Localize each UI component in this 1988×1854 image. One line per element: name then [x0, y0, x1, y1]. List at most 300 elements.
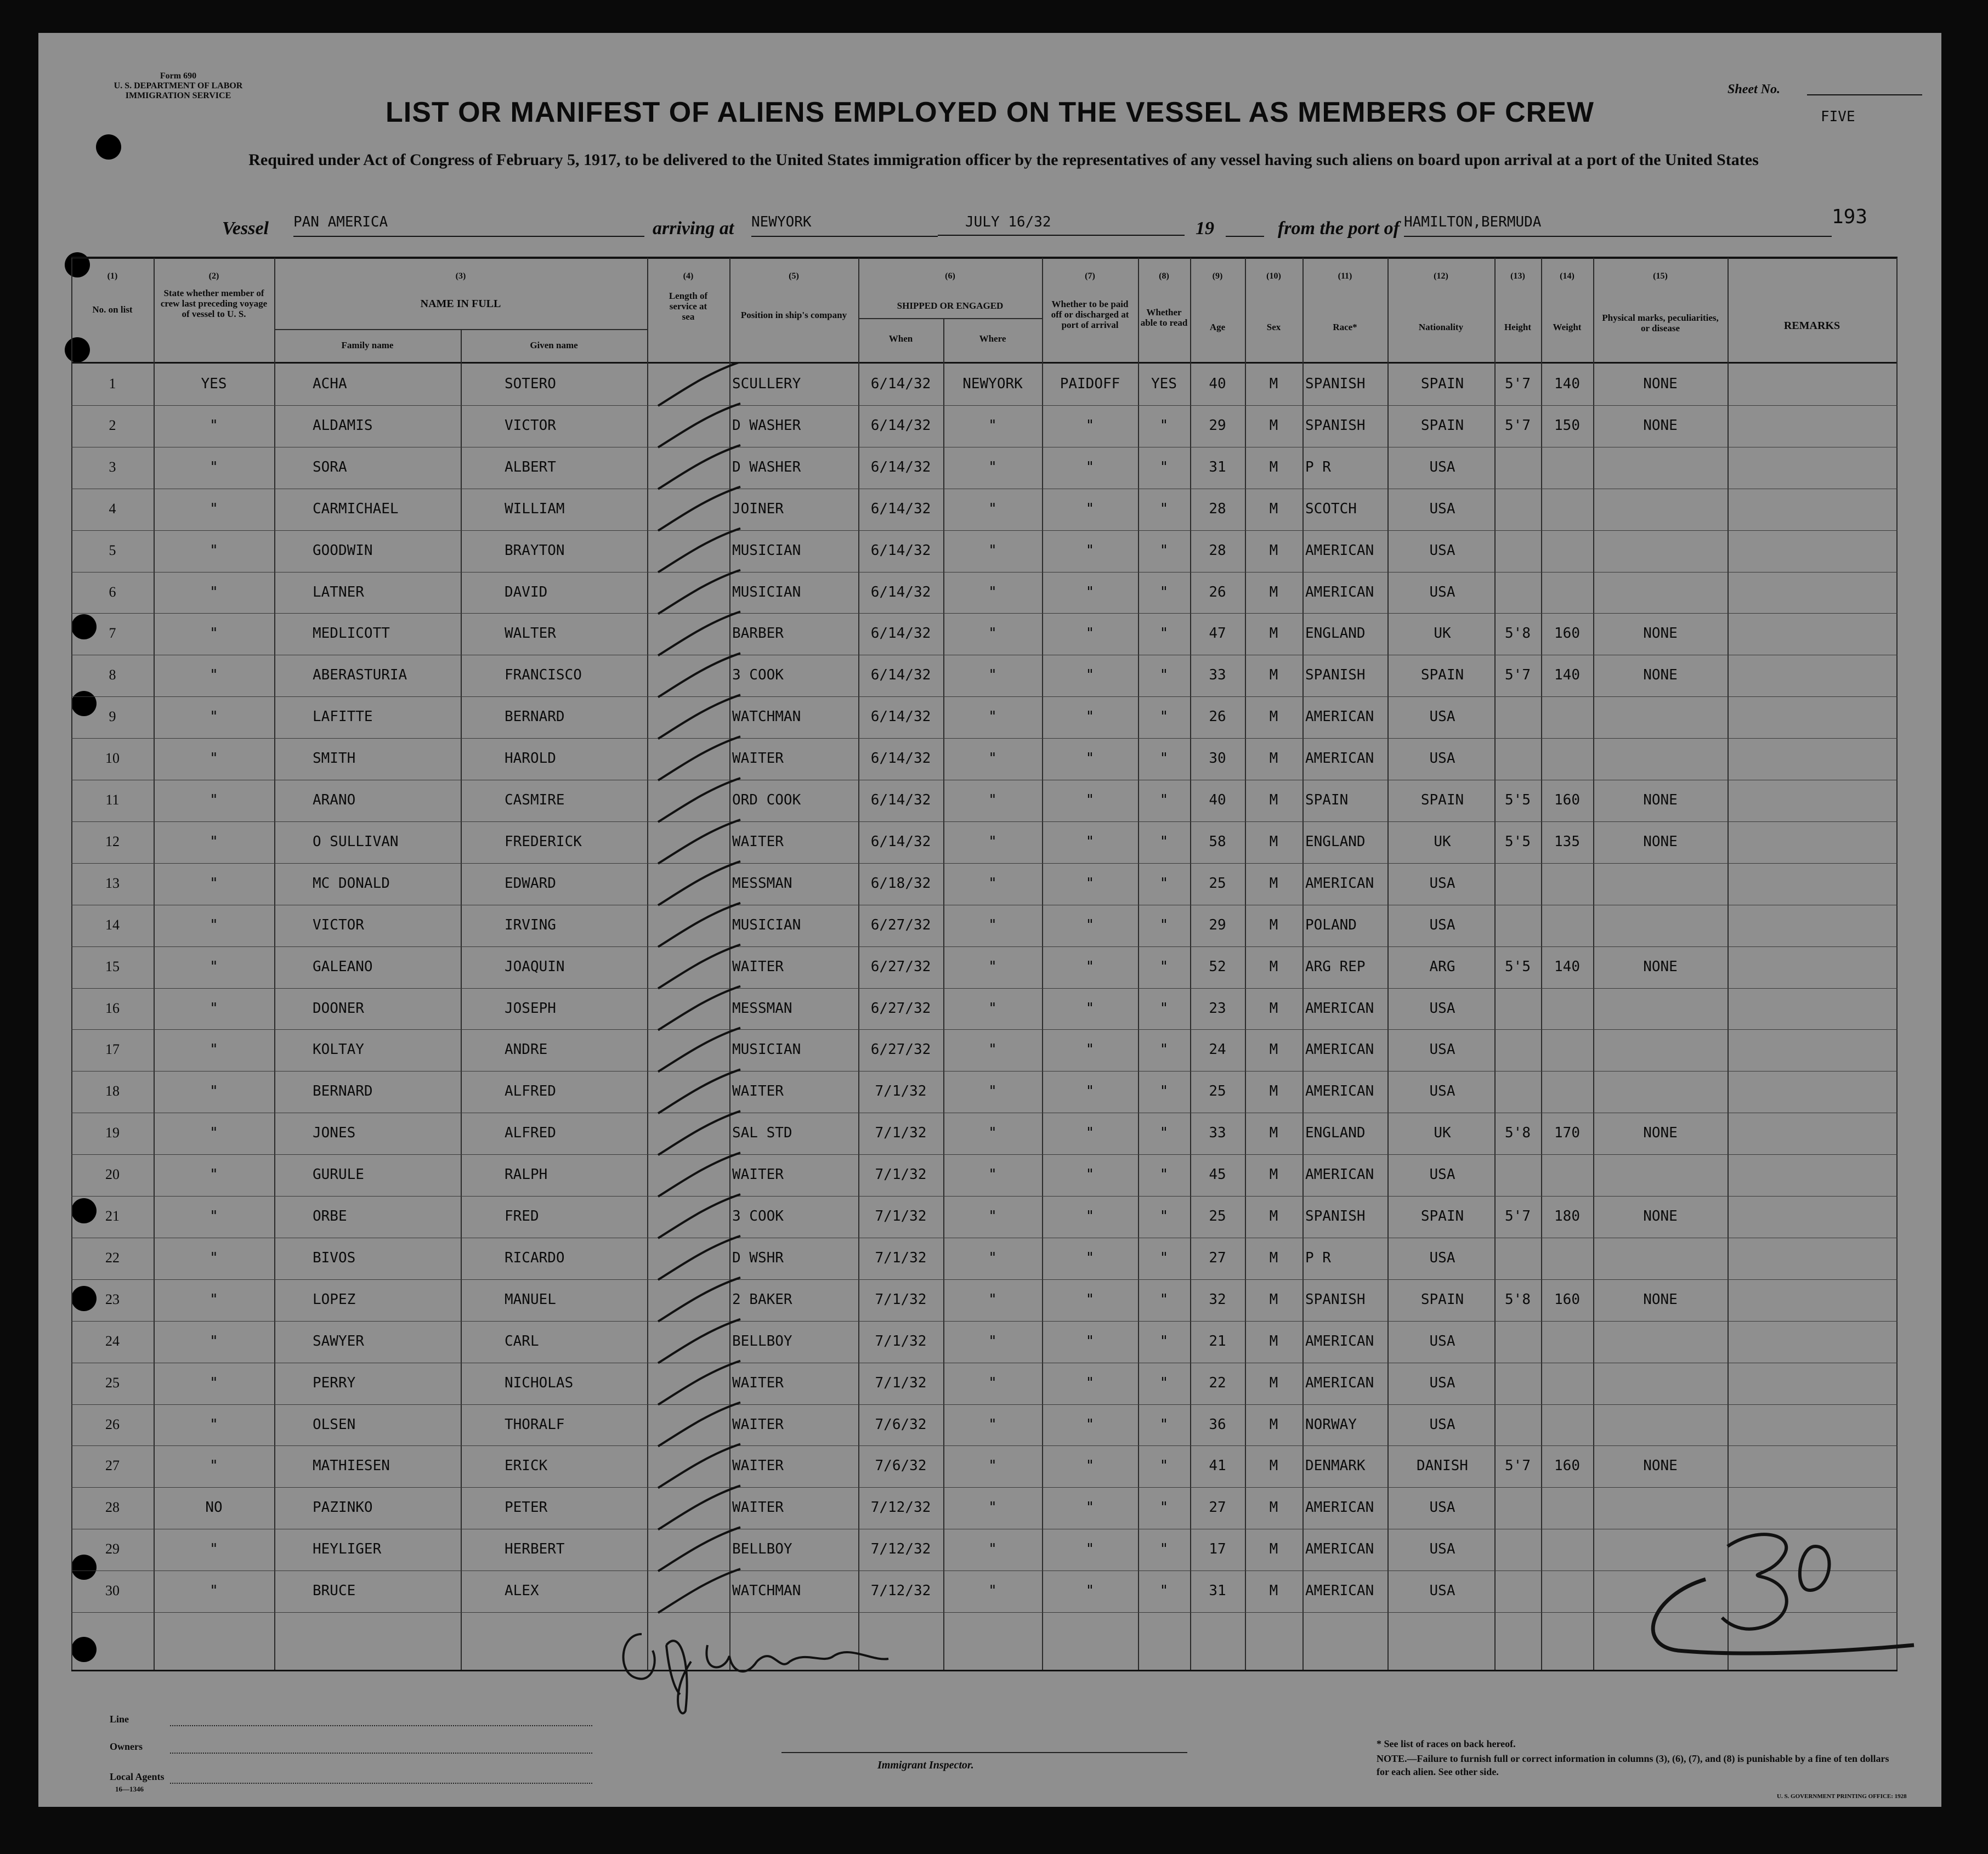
- cell-age: 31: [1209, 458, 1226, 475]
- cell-nationality: USA: [1429, 916, 1455, 933]
- cell-shipped-when: 6/14/32: [870, 500, 931, 517]
- cell-given-name: CARL: [505, 1333, 539, 1350]
- cell-shipped-where: ": [988, 667, 997, 684]
- cell-family-name: ALDAMIS: [313, 417, 373, 434]
- cell-paid-off: ": [1085, 1583, 1095, 1600]
- cell-given-name: VICTOR: [505, 417, 556, 434]
- handwritten-total-count: [1618, 1513, 1925, 1678]
- column-divider: [1302, 258, 1304, 1670]
- checkmark-stroke: [658, 529, 740, 572]
- row-separator: [71, 946, 1898, 947]
- cell-list-number: 18: [105, 1083, 120, 1099]
- cell-list-number: 27: [105, 1458, 120, 1474]
- cell-list-number: 23: [105, 1291, 120, 1307]
- cell-age: 29: [1209, 417, 1226, 434]
- cell-able-to-read: ": [1159, 833, 1169, 850]
- cell-shipped-where: ": [988, 1166, 997, 1183]
- cell-nationality: UK: [1434, 625, 1451, 642]
- cell-position: BELLBOY: [732, 1541, 792, 1558]
- cell-height: 5'7: [1505, 667, 1531, 684]
- col-header-age: Age: [1209, 322, 1226, 332]
- cell-sex: M: [1269, 376, 1278, 392]
- cell-previous-voyage: ": [209, 1333, 218, 1350]
- cell-able-to-read: ": [1159, 750, 1169, 767]
- cell-previous-voyage: ": [209, 1583, 218, 1600]
- col-header-sex: Sex: [1266, 322, 1281, 332]
- arriving-value: NEWYORK: [751, 214, 938, 237]
- cell-given-name: THORALF: [505, 1416, 565, 1433]
- cell-list-number: 5: [109, 542, 116, 558]
- cell-position: WAITER: [732, 833, 784, 850]
- cell-paid-off: ": [1085, 1125, 1095, 1142]
- cell-height: 5'7: [1505, 1458, 1531, 1475]
- cell-position: SCULLERY: [732, 376, 801, 392]
- cell-position: WATCHMAN: [732, 708, 801, 725]
- column-divider: [1387, 258, 1389, 1670]
- cell-height: 5'7: [1505, 376, 1531, 392]
- checkmark-stroke: [658, 1278, 740, 1322]
- cell-shipped-when: 6/27/32: [870, 1000, 931, 1017]
- cell-shipped-where: ": [988, 833, 997, 850]
- cell-paid-off: ": [1085, 1041, 1095, 1058]
- cell-age: 29: [1209, 916, 1226, 933]
- cell-able-to-read: ": [1159, 542, 1169, 559]
- cell-able-to-read: ": [1159, 1291, 1169, 1308]
- cell-weight: 170: [1554, 1125, 1580, 1142]
- cell-sex: M: [1269, 1541, 1278, 1558]
- arriving-label: arriving at: [653, 218, 734, 239]
- owners-label: Owners: [110, 1741, 143, 1752]
- col-number: (6): [945, 271, 955, 281]
- checkmark-stroke: [658, 1028, 740, 1071]
- cell-family-name: SORA: [313, 458, 347, 475]
- cell-able-to-read: ": [1159, 958, 1169, 975]
- cell-race: ENGLAND: [1305, 625, 1366, 642]
- checkmark-stroke: [658, 570, 740, 614]
- cell-family-name: GURULE: [313, 1166, 364, 1183]
- punch-hole: [71, 1637, 97, 1662]
- checkmark-stroke: [658, 404, 740, 447]
- cell-given-name: CASMIRE: [505, 792, 565, 808]
- cell-race: ARG REP: [1305, 958, 1366, 975]
- cell-shipped-when: 6/14/32: [870, 708, 931, 725]
- cell-position: D WSHR: [732, 1249, 784, 1266]
- cell-position: WAITER: [732, 1416, 784, 1433]
- cell-able-to-read: ": [1159, 667, 1169, 684]
- owners-field: [170, 1752, 592, 1754]
- cell-position: 2 BAKER: [732, 1291, 792, 1308]
- line-field: [170, 1725, 592, 1726]
- checkmark-stroke: [658, 986, 740, 1030]
- col-header-length-of-service: Length of service at sea: [669, 291, 708, 322]
- checkmark-stroke: [658, 1569, 740, 1613]
- cell-previous-voyage: ": [209, 542, 218, 559]
- cell-previous-voyage: ": [209, 792, 218, 808]
- cell-shipped-where: ": [988, 1583, 997, 1600]
- cell-family-name: LOPEZ: [313, 1291, 356, 1308]
- cell-age: 32: [1209, 1291, 1226, 1308]
- cell-sex: M: [1269, 958, 1278, 975]
- cell-nationality: USA: [1429, 1374, 1455, 1391]
- cell-paid-off: ": [1085, 625, 1095, 642]
- cell-physical-marks: NONE: [1643, 1291, 1678, 1308]
- cell-family-name: BRUCE: [313, 1583, 356, 1600]
- cell-shipped-when: 6/27/32: [870, 1041, 931, 1058]
- cell-able-to-read: ": [1159, 1125, 1169, 1142]
- cell-sex: M: [1269, 1499, 1278, 1516]
- cell-able-to-read: YES: [1151, 376, 1177, 392]
- cell-nationality: USA: [1429, 1499, 1455, 1516]
- cell-physical-marks: NONE: [1643, 376, 1678, 392]
- cell-previous-voyage: ": [209, 1041, 218, 1058]
- cell-weight: 160: [1554, 625, 1580, 642]
- cell-able-to-read: ": [1159, 583, 1169, 600]
- cell-shipped-when: 7/12/32: [870, 1541, 931, 1558]
- cell-position: ORD COOK: [732, 792, 801, 808]
- cell-given-name: IRVING: [505, 916, 556, 933]
- cell-shipped-when: 6/27/32: [870, 958, 931, 975]
- cell-physical-marks: NONE: [1643, 1208, 1678, 1224]
- cell-shipped-when: 6/14/32: [870, 625, 931, 642]
- cell-family-name: BIVOS: [313, 1249, 356, 1266]
- cell-previous-voyage: ": [209, 833, 218, 850]
- cell-nationality: USA: [1429, 542, 1455, 559]
- cell-shipped-when: 7/1/32: [875, 1166, 927, 1183]
- cell-race: ENGLAND: [1305, 833, 1366, 850]
- cell-previous-voyage: ": [209, 583, 218, 600]
- cell-shipped-when: 7/1/32: [875, 1249, 927, 1266]
- cell-shipped-where: ": [988, 458, 997, 475]
- cell-physical-marks: NONE: [1643, 958, 1678, 975]
- cell-weight: 150: [1554, 417, 1580, 434]
- cell-nationality: USA: [1429, 458, 1455, 475]
- cell-list-number: 17: [105, 1041, 120, 1058]
- cell-height: 5'7: [1505, 1208, 1531, 1224]
- cell-nationality: USA: [1429, 1249, 1455, 1266]
- cell-position: WAITER: [732, 750, 784, 767]
- checkmark-stroke: [658, 1236, 740, 1280]
- cell-age: 31: [1209, 1583, 1226, 1600]
- checkmark-stroke: [658, 487, 740, 531]
- checkmark-stroke: [658, 1361, 740, 1405]
- cell-nationality: UK: [1434, 1125, 1451, 1142]
- cell-paid-off: ": [1085, 1000, 1095, 1017]
- cell-race: AMERICAN: [1305, 1541, 1374, 1558]
- vessel-value: PAN AMERICA: [293, 214, 644, 237]
- cell-list-number: 22: [105, 1249, 120, 1266]
- cell-race: P R: [1305, 458, 1331, 475]
- checkmark-stroke: [658, 1486, 740, 1529]
- cell-family-name: ORBE: [313, 1208, 347, 1224]
- cell-sex: M: [1269, 1333, 1278, 1350]
- cell-given-name: SOTERO: [505, 376, 556, 392]
- cell-family-name: O SULLIVAN: [313, 833, 399, 850]
- cell-shipped-when: 7/1/32: [875, 1125, 927, 1142]
- cell-family-name: PAZINKO: [313, 1499, 373, 1516]
- cell-able-to-read: ": [1159, 792, 1169, 808]
- cell-nationality: SPAIN: [1420, 667, 1464, 684]
- cell-list-number: 4: [109, 500, 116, 517]
- cell-race: SPANISH: [1305, 1208, 1366, 1224]
- cell-position: WAITER: [732, 958, 784, 975]
- cell-list-number: 14: [105, 916, 120, 933]
- cell-given-name: ALFRED: [505, 1083, 556, 1100]
- cell-race: SPANISH: [1305, 376, 1366, 392]
- cell-physical-marks: NONE: [1643, 833, 1678, 850]
- cell-able-to-read: ": [1159, 916, 1169, 933]
- from-port-label: from the port of: [1278, 218, 1400, 239]
- cell-shipped-where: ": [988, 500, 997, 517]
- cell-paid-off: ": [1085, 916, 1095, 933]
- row-separator: [71, 863, 1898, 864]
- checkmark-stroke: [658, 820, 740, 864]
- cell-paid-off: ": [1085, 833, 1095, 850]
- cell-shipped-where: ": [988, 1416, 997, 1433]
- cell-physical-marks: NONE: [1643, 792, 1678, 808]
- cell-paid-off: ": [1085, 1541, 1095, 1558]
- cell-able-to-read: ": [1159, 1458, 1169, 1475]
- cell-paid-off: PAIDOFF: [1060, 376, 1120, 392]
- year-label: 19: [1196, 218, 1214, 239]
- cell-list-number: 2: [109, 417, 116, 433]
- cell-list-number: 20: [105, 1166, 120, 1183]
- cell-able-to-read: ": [1159, 708, 1169, 725]
- cell-family-name: LAFITTE: [313, 708, 373, 725]
- cell-weight: 180: [1554, 1208, 1580, 1224]
- cell-given-name: WALTER: [505, 625, 556, 642]
- cell-paid-off: ": [1085, 583, 1095, 600]
- col-number: (8): [1159, 271, 1169, 281]
- cell-family-name: GALEANO: [313, 958, 373, 975]
- checkmark-stroke: [658, 1319, 740, 1363]
- cell-nationality: USA: [1429, 1000, 1455, 1017]
- cell-shipped-when: 7/6/32: [875, 1458, 927, 1475]
- cell-position: JOINER: [732, 500, 784, 517]
- cell-family-name: JONES: [313, 1125, 356, 1142]
- cell-race: AMERICAN: [1305, 1374, 1374, 1391]
- cell-able-to-read: ": [1159, 1499, 1169, 1516]
- cell-nationality: USA: [1429, 1083, 1455, 1100]
- manifest-sheet: [38, 33, 1941, 1807]
- cell-weight: 140: [1554, 958, 1580, 975]
- page-number: 193: [1832, 206, 1868, 228]
- cell-race: P R: [1305, 1249, 1331, 1266]
- cell-nationality: ARG: [1429, 958, 1455, 975]
- cell-nationality: USA: [1429, 875, 1455, 892]
- cell-sex: M: [1269, 1458, 1278, 1475]
- cell-previous-voyage: ": [209, 916, 218, 933]
- cell-paid-off: ": [1085, 1458, 1095, 1475]
- cell-sex: M: [1269, 1041, 1278, 1058]
- cell-age: 25: [1209, 1208, 1226, 1224]
- checkmark-stroke: [658, 861, 740, 905]
- cell-shipped-where: ": [988, 958, 997, 975]
- cell-list-number: 29: [105, 1541, 120, 1557]
- row-separator: [71, 821, 1898, 822]
- checkmark-stroke: [658, 903, 740, 947]
- cell-age: 27: [1209, 1499, 1226, 1516]
- cell-nationality: USA: [1429, 500, 1455, 517]
- cell-list-number: 16: [105, 1000, 120, 1016]
- cell-sex: M: [1269, 542, 1278, 559]
- cell-given-name: FRANCISCO: [505, 667, 582, 684]
- col-number: (5): [789, 271, 799, 281]
- cell-shipped-when: 6/14/32: [870, 792, 931, 808]
- col-header-able-to-read: Whether able to read: [1140, 307, 1188, 328]
- checkmark-stroke: [658, 1403, 740, 1447]
- cell-height: 5'5: [1505, 958, 1531, 975]
- cell-physical-marks: NONE: [1643, 1125, 1678, 1142]
- cell-given-name: FRED: [505, 1208, 539, 1224]
- cell-position: MESSMAN: [732, 875, 792, 892]
- cell-shipped-where: ": [988, 625, 997, 642]
- cell-age: 17: [1209, 1541, 1226, 1558]
- cell-age: 33: [1209, 1125, 1226, 1142]
- cell-able-to-read: ": [1159, 875, 1169, 892]
- cell-sex: M: [1269, 1083, 1278, 1100]
- cell-shipped-when: 7/1/32: [875, 1083, 927, 1100]
- form-code: 16—1346: [115, 1785, 144, 1793]
- cell-height: 5'8: [1505, 625, 1531, 642]
- cell-list-number: 28: [105, 1499, 120, 1516]
- cell-sex: M: [1269, 1374, 1278, 1391]
- cell-given-name: ANDRE: [505, 1041, 548, 1058]
- cell-paid-off: ": [1085, 792, 1095, 808]
- cell-sex: M: [1269, 1125, 1278, 1142]
- cell-family-name: OLSEN: [313, 1416, 356, 1433]
- cell-shipped-where: ": [988, 708, 997, 725]
- sheet-number-label: Sheet No.: [1728, 82, 1780, 97]
- cell-given-name: ALEX: [505, 1583, 539, 1600]
- col-header-race: Race*: [1333, 322, 1357, 332]
- cell-shipped-when: 6/14/32: [870, 667, 931, 684]
- cell-sex: M: [1269, 583, 1278, 600]
- subtitle: Required under Act of Congress of February 5, 1917, to be delivered to the United States immigration officer by the representatives of any vessel having such aliens on board upon arrival at a port of the United States: [248, 151, 1759, 169]
- cell-previous-voyage: ": [209, 417, 218, 434]
- cell-race: AMERICAN: [1305, 708, 1374, 725]
- cell-age: 52: [1209, 958, 1226, 975]
- cell-shipped-where: ": [988, 1208, 997, 1224]
- cell-height: 5'5: [1505, 792, 1531, 808]
- col-header-paid-off: Whether to be paid off or discharged at port of arrival: [1051, 299, 1129, 330]
- table-top-border: [71, 257, 1898, 259]
- cell-sex: M: [1269, 1583, 1278, 1600]
- cell-paid-off: ": [1085, 667, 1095, 684]
- cell-list-number: 11: [105, 792, 120, 808]
- col-number: (10): [1266, 271, 1281, 281]
- col-number: (4): [683, 271, 694, 281]
- form-number: Form 690: [160, 71, 197, 81]
- cell-able-to-read: ": [1159, 1000, 1169, 1017]
- sheet-number-value: FIVE: [1821, 109, 1855, 125]
- cell-race: AMERICAN: [1305, 750, 1374, 767]
- cell-family-name: KOLTAY: [313, 1041, 364, 1058]
- cell-shipped-where: ": [988, 583, 997, 600]
- cell-paid-off: ": [1085, 1291, 1095, 1308]
- cell-family-name: MEDLICOTT: [313, 625, 390, 642]
- col-number: (11): [1338, 271, 1352, 281]
- cell-paid-off: ": [1085, 1374, 1095, 1391]
- cell-position: WAITER: [732, 1083, 784, 1100]
- cell-race: NORWAY: [1305, 1416, 1357, 1433]
- cell-shipped-when: 6/14/32: [870, 750, 931, 767]
- cell-weight: 160: [1554, 1458, 1580, 1475]
- cell-able-to-read: ": [1159, 625, 1169, 642]
- cell-able-to-read: ": [1159, 1166, 1169, 1183]
- local-agents-field: [170, 1782, 592, 1784]
- cell-sex: M: [1269, 792, 1278, 808]
- col-header-nationality: Nationality: [1418, 322, 1464, 332]
- cell-given-name: JOAQUIN: [505, 958, 565, 975]
- cell-position: D WASHER: [732, 458, 801, 475]
- cell-list-number: 1: [109, 376, 116, 392]
- cell-previous-voyage: ": [209, 1541, 218, 1558]
- checkmark-stroke: [658, 1111, 740, 1155]
- cell-position: WAITER: [732, 1458, 784, 1475]
- cell-previous-voyage: ": [209, 875, 218, 892]
- cell-race: AMERICAN: [1305, 583, 1374, 600]
- cell-race: AMERICAN: [1305, 1000, 1374, 1017]
- department: U. S. DEPARTMENT OF LABOR: [114, 81, 243, 90]
- cell-position: BARBER: [732, 625, 784, 642]
- cell-race: AMERICAN: [1305, 542, 1374, 559]
- row-separator: [71, 1196, 1898, 1197]
- punch-hole: [65, 337, 90, 362]
- cell-given-name: NICHOLAS: [505, 1374, 574, 1391]
- service: IMMIGRATION SERVICE: [125, 91, 231, 100]
- cell-list-number: 6: [109, 583, 116, 600]
- cell-previous-voyage: ": [209, 1374, 218, 1391]
- cell-nationality: USA: [1429, 708, 1455, 725]
- cell-able-to-read: ": [1159, 417, 1169, 434]
- cell-previous-voyage: ": [209, 1000, 218, 1017]
- cell-family-name: LATNER: [313, 583, 364, 600]
- col-number: (7): [1085, 271, 1095, 281]
- cell-shipped-where: ": [988, 1125, 997, 1142]
- line-label: Line: [110, 1714, 129, 1725]
- cell-paid-off: ": [1085, 1333, 1095, 1350]
- cell-position: D WASHER: [732, 417, 801, 434]
- cell-given-name: JOSEPH: [505, 1000, 556, 1017]
- cell-age: 25: [1209, 1083, 1226, 1100]
- cell-sex: M: [1269, 1166, 1278, 1183]
- cell-paid-off: ": [1085, 1416, 1095, 1433]
- cell-shipped-where: ": [988, 1541, 997, 1558]
- cell-able-to-read: ": [1159, 458, 1169, 475]
- cell-nationality: SPAIN: [1420, 376, 1464, 392]
- cell-family-name: SAWYER: [313, 1333, 364, 1350]
- cell-race: SPANISH: [1305, 417, 1366, 434]
- cell-race: SPAIN: [1305, 792, 1349, 808]
- row-separator: [71, 696, 1898, 697]
- cell-shipped-when: 7/1/32: [875, 1208, 927, 1224]
- cell-age: 28: [1209, 542, 1226, 559]
- cell-family-name: ARANO: [313, 792, 356, 808]
- cell-previous-voyage: ": [209, 1458, 218, 1475]
- cell-weight: 140: [1554, 376, 1580, 392]
- cell-list-number: 3: [109, 458, 116, 475]
- cell-height: 5'8: [1505, 1291, 1531, 1308]
- cell-given-name: RICARDO: [505, 1249, 565, 1266]
- cell-position: MESSMAN: [732, 1000, 792, 1017]
- cell-paid-off: ": [1085, 458, 1095, 475]
- row-separator: [71, 405, 1898, 406]
- cell-race: AMERICAN: [1305, 1499, 1374, 1516]
- cell-position: WAITER: [732, 1374, 784, 1391]
- col-number: (9): [1212, 271, 1223, 281]
- row-separator: [71, 1279, 1898, 1280]
- cell-shipped-where: ": [988, 750, 997, 767]
